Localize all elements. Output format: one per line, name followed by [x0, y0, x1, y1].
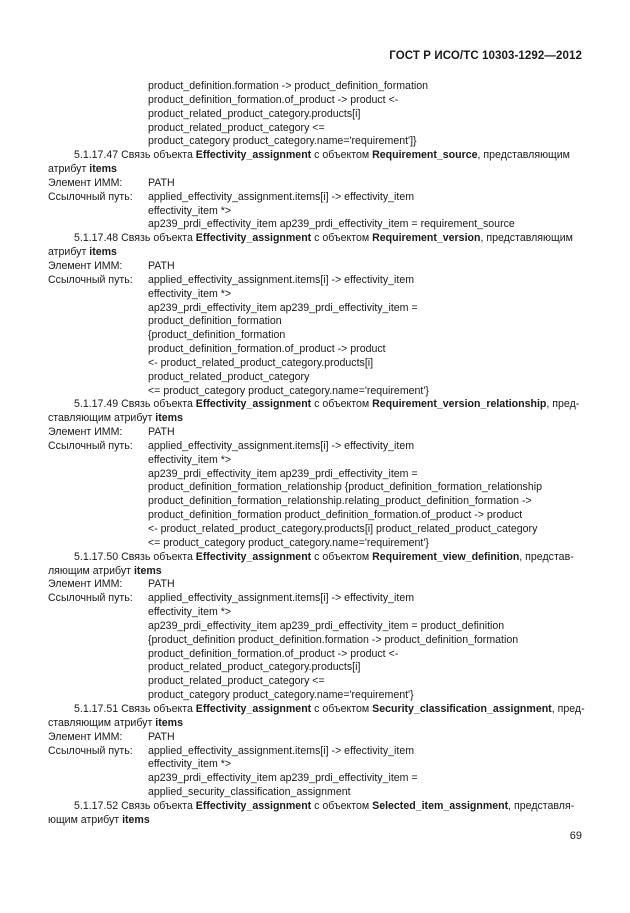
code-line: applied_effectivity_assignment.items[i] -> effectivity_item	[148, 190, 415, 203]
entity-name: Effectivity_assignment	[195, 550, 312, 563]
entity-name: Effectivity_assignment	[195, 799, 312, 812]
target-entity-name: Security_classification_assignment	[372, 702, 552, 715]
label-spacer	[48, 385, 148, 399]
document-header: ГОСТ Р ИСО/ТС 10303-1292—2012	[389, 50, 582, 62]
label-spacer	[48, 634, 148, 648]
page-body	[48, 80, 585, 828]
heading-text: атрибут	[48, 246, 90, 259]
code-line: ap239_prdi_effectivity_item ap239_prdi_effectivity_item =	[148, 467, 418, 480]
label-spacer	[48, 537, 148, 551]
attribute-name: items	[122, 813, 150, 826]
entity-name: Effectivity_assignment	[195, 232, 312, 245]
code-line: applied_effectivity_assignment.items[i] -> effectivity_item	[148, 744, 415, 757]
section-block	[48, 232, 582, 398]
iim-element-label: Элемент ИММ:	[48, 578, 123, 591]
code-line: {product_definition product_definition.formation -> product_definition_formation	[148, 633, 519, 646]
code-line: product_related_product_category.products[i]	[148, 661, 361, 674]
section-heading-cont	[48, 565, 582, 579]
heading-text: с объектом	[311, 799, 373, 812]
target-entity-name: Requirement_version_relationship	[372, 398, 547, 411]
section-block	[48, 398, 582, 550]
section-heading	[48, 398, 582, 412]
code-line: ap239_prdi_effectivity_item ap239_prdi_effectivity_item =	[148, 301, 418, 314]
heading-text: ющим атрибут	[48, 813, 123, 826]
reference-path-row	[48, 509, 582, 523]
target-entity-name: Requirement_source	[372, 149, 478, 162]
section-heading-cont	[48, 246, 582, 260]
reference-path-row	[48, 191, 582, 205]
code-line: effectivity_item *>	[148, 453, 232, 466]
heading-text: Связь объекта	[118, 149, 196, 162]
reference-path-row	[48, 689, 582, 703]
code-line: product_category product_category.name='requirement'}	[148, 689, 414, 702]
label-spacer	[48, 495, 148, 509]
code-line: product_category product_category.name='requirement']}	[148, 135, 417, 148]
section-heading	[48, 800, 582, 814]
section-heading	[48, 149, 582, 163]
label-spacer	[48, 648, 148, 662]
target-entity-name: Requirement_view_definition	[372, 550, 520, 563]
reference-path-row	[48, 661, 582, 675]
iim-element-row	[48, 260, 582, 274]
label-spacer	[48, 468, 148, 482]
code-line: product_definition_formation.of_product -> product	[148, 343, 386, 356]
heading-text: с объектом	[311, 232, 373, 245]
reference-path-row	[48, 772, 582, 786]
iim-element-row	[48, 731, 582, 745]
iim-element-row	[48, 578, 582, 592]
heading-text: Связь объекта	[118, 398, 196, 411]
heading-text: , представляющим	[480, 232, 573, 245]
heading-text: , представляющим	[477, 149, 570, 162]
reference-path-row	[48, 385, 582, 399]
iim-element-label: Элемент ИММ:	[48, 426, 123, 439]
label-spacer	[48, 675, 148, 689]
reference-path-row	[48, 481, 582, 495]
heading-text: ляющим атрибут	[48, 564, 134, 577]
reference-path-row	[48, 343, 582, 357]
heading-text: , пред-	[551, 702, 585, 715]
attribute-name: items	[89, 163, 117, 176]
heading-text: атрибут	[48, 163, 90, 176]
attribute-name: items	[133, 564, 162, 577]
section-heading-cont	[48, 814, 582, 828]
label-spacer	[48, 315, 148, 329]
section-heading-cont	[48, 717, 582, 731]
label-spacer	[48, 509, 148, 523]
reference-path-row	[48, 371, 582, 385]
label-spacer	[48, 357, 148, 371]
reference-path-label: Ссылочный путь:	[48, 439, 133, 452]
section-heading	[48, 551, 582, 565]
reference-path-row	[48, 620, 582, 634]
code-line: <= product_category product_category.name='requirement'}	[148, 536, 429, 549]
iim-element-label: Элемент ИММ:	[48, 259, 123, 272]
label-spacer	[48, 620, 148, 634]
code-line: product_definition_formation	[148, 315, 282, 328]
reference-path-row	[48, 745, 582, 759]
section-block	[48, 551, 582, 703]
label-spacer	[48, 205, 148, 219]
heading-text: , представ-	[519, 550, 574, 563]
reference-path-row	[48, 440, 582, 454]
reference-path-row	[48, 218, 582, 232]
reference-path-row	[48, 634, 582, 648]
heading-text: с объектом	[311, 550, 373, 563]
reference-path-row	[48, 606, 582, 620]
label-spacer	[48, 772, 148, 786]
label-spacer	[48, 454, 148, 468]
code-line: product_related_product_category.products[i]	[148, 107, 361, 120]
heading-text: , представля-	[508, 799, 575, 812]
section-block	[48, 149, 582, 232]
section-number: 5.1.17.52	[74, 799, 119, 812]
label-spacer	[48, 758, 148, 772]
code-line: product_definition.formation -> product_definition_formation	[148, 80, 429, 92]
label-spacer	[48, 343, 148, 357]
reference-path-row	[48, 205, 582, 219]
target-entity-name: Selected_item_assignment	[372, 799, 509, 812]
section-number: 5.1.17.50	[74, 550, 119, 563]
reference-path-row	[48, 648, 582, 662]
iim-element-value: PATH	[148, 426, 175, 439]
heading-text: с объектом	[311, 398, 373, 411]
code-line: ap239_prdi_effectivity_item ap239_prdi_effectivity_item = requirement_source	[148, 218, 515, 231]
code-line: <- product_related_product_category.products[i]	[148, 356, 374, 369]
code-line: effectivity_item *>	[148, 204, 232, 217]
code-line: effectivity_item *>	[148, 758, 232, 771]
heading-text: ставляющим атрибут	[48, 412, 156, 425]
target-entity-name: Requirement_version	[372, 232, 481, 245]
label-spacer	[48, 329, 148, 343]
section-heading-cont	[48, 163, 582, 177]
iim-element-row	[48, 426, 582, 440]
code-line: ap239_prdi_effectivity_item ap239_prdi_effectivity_item =	[148, 772, 418, 785]
label-spacer	[48, 786, 148, 800]
code-line: product_definition_formation.of_product -> product <-	[148, 93, 399, 106]
reference-path-row	[48, 357, 582, 371]
iim-element-value: PATH	[148, 176, 175, 189]
iim-element-label: Элемент ИММ:	[48, 730, 123, 743]
label-spacer	[48, 606, 148, 620]
reference-path-row	[48, 288, 582, 302]
attribute-name: items	[155, 716, 183, 729]
reference-path-row	[48, 274, 582, 288]
lead-code-block	[48, 80, 582, 149]
section-number: 5.1.17.47	[74, 149, 119, 162]
heading-text: Связь объекта	[118, 702, 196, 715]
code-line: <= product_category product_category.name='requirement'}	[148, 384, 429, 397]
attribute-name: items	[155, 412, 183, 425]
iim-element-value: PATH	[148, 730, 175, 743]
entity-name: Effectivity_assignment	[195, 149, 312, 162]
sections-list	[48, 149, 585, 800]
section-block	[48, 702, 585, 800]
label-spacer	[48, 661, 148, 675]
code-line: product_definition_formation_relationship {product_definition_formation_relationship	[148, 481, 542, 494]
label-spacer	[48, 302, 148, 316]
heading-text: , пред-	[546, 398, 580, 411]
code-line: applied_effectivity_assignment.items[i] -> effectivity_item	[148, 439, 415, 452]
heading-text: ставляющим атрибут	[48, 716, 156, 729]
code-line: product_related_product_category <=	[148, 121, 325, 134]
entity-name: Effectivity_assignment	[195, 702, 312, 715]
section-heading	[48, 702, 585, 717]
label-spacer	[48, 689, 148, 703]
reference-path-label: Ссылочный путь:	[48, 744, 133, 757]
reference-path-row	[48, 468, 582, 482]
code-line: applied_effectivity_assignment.items[i] -> effectivity_item	[148, 273, 415, 286]
code-line: applied_security_classification_assignment	[148, 786, 351, 799]
heading-text: с объектом	[311, 702, 373, 715]
section-heading-cont	[48, 412, 582, 426]
code-line: product_definition_formation product_definition_formation.of_product -> product	[148, 509, 523, 522]
code-line: <- product_related_product_category.products[i] product_related_product_category	[148, 523, 538, 535]
label-spacer	[48, 218, 148, 232]
attribute-name: items	[89, 246, 117, 259]
reference-path-label: Ссылочный путь:	[48, 273, 133, 286]
code-line: {product_definition_formation	[148, 329, 286, 342]
iim-element-value: PATH	[148, 259, 175, 272]
label-spacer	[48, 371, 148, 385]
reference-path-row	[48, 592, 582, 606]
code-line: ap239_prdi_effectivity_item ap239_prdi_effectivity_item = product_definition	[148, 619, 505, 632]
label-spacer	[48, 481, 148, 495]
reference-path-row	[48, 495, 582, 509]
reference-path-row	[48, 537, 582, 551]
code-line: effectivity_item *>	[148, 287, 232, 300]
reference-path-row	[48, 315, 582, 329]
final-section	[48, 800, 582, 828]
code-line: effectivity_item *>	[148, 606, 232, 619]
reference-path-label: Ссылочный путь:	[48, 592, 133, 605]
reference-path-row	[48, 675, 582, 689]
heading-text: Связь объекта	[118, 232, 196, 245]
code-line: product_related_product_category	[148, 370, 310, 383]
code-line: product_related_product_category <=	[148, 675, 325, 688]
iim-element-value: PATH	[148, 578, 175, 591]
entity-name: Effectivity_assignment	[195, 398, 312, 411]
heading-text: с объектом	[311, 149, 373, 162]
page-number: 69	[569, 830, 582, 842]
reference-path-row	[48, 758, 582, 772]
section-number: 5.1.17.51	[74, 702, 119, 715]
reference-path-row	[48, 523, 582, 537]
label-spacer	[48, 288, 148, 302]
code-line: product_definition_formation.of_product -> product <-	[148, 647, 399, 660]
label-spacer	[48, 523, 148, 537]
section-number: 5.1.17.48	[74, 232, 119, 245]
reference-path-row	[48, 786, 582, 800]
section-heading	[48, 232, 582, 246]
code-line: product_definition_formation_relationship.relating_product_definition_formation ->	[148, 495, 532, 508]
iim-element-label: Элемент ИММ:	[48, 176, 123, 189]
reference-path-row	[48, 329, 582, 343]
heading-text: Связь объекта	[118, 550, 196, 563]
reference-path-label: Ссылочный путь:	[48, 190, 133, 203]
reference-path-row	[48, 454, 582, 468]
reference-path-row	[48, 302, 582, 316]
section-number: 5.1.17.49	[74, 398, 119, 411]
iim-element-row	[48, 177, 582, 191]
code-line: applied_effectivity_assignment.items[i] -> effectivity_item	[148, 592, 415, 605]
heading-text: Связь объекта	[118, 799, 196, 812]
